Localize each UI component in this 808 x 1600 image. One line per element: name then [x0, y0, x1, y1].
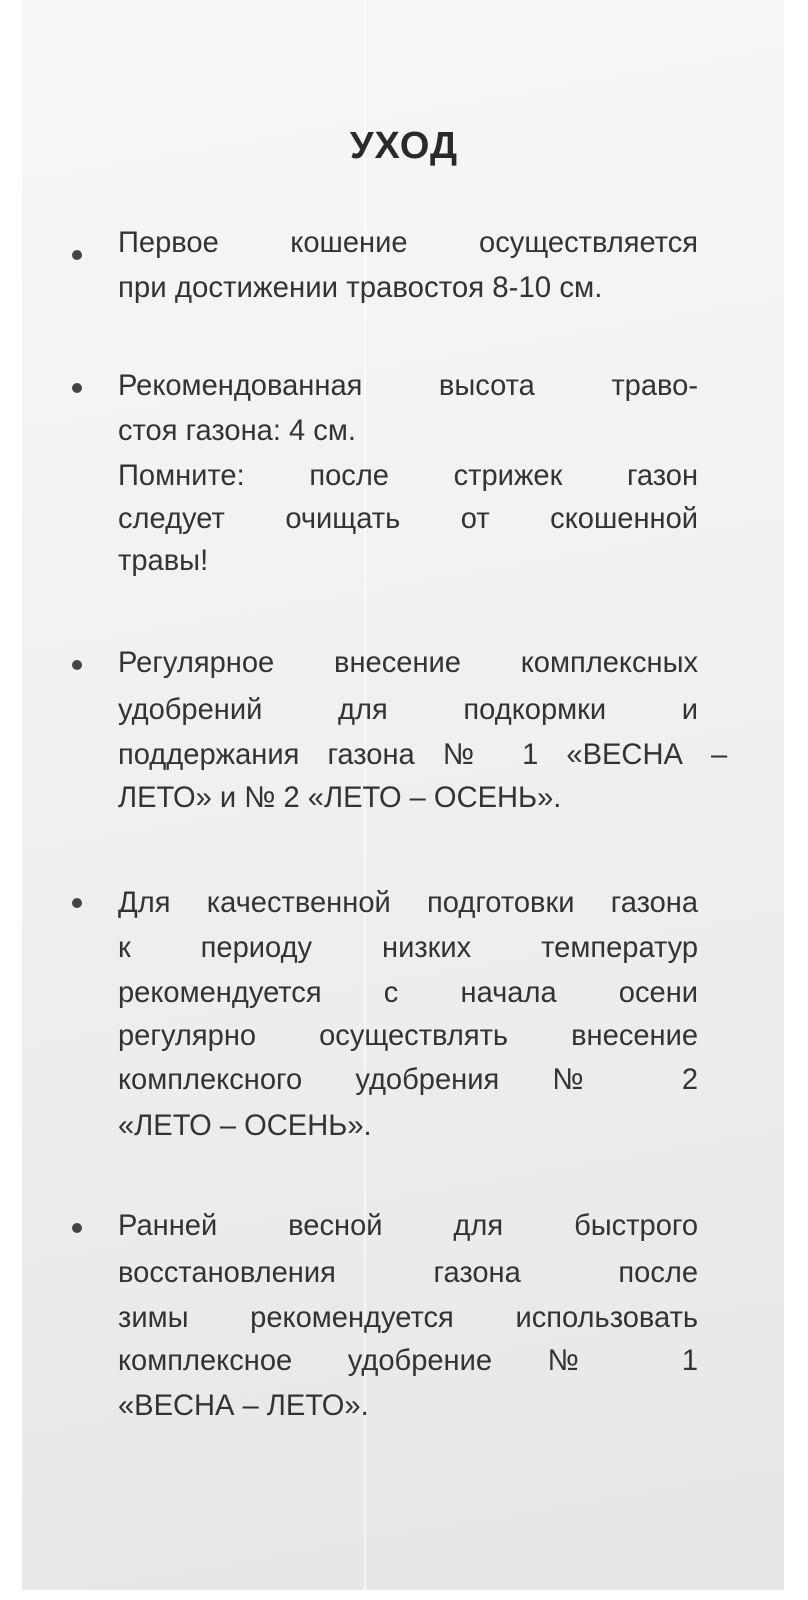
- list-item-line: зимы рекомендуется использовать: [118, 1301, 699, 1334]
- list-item-line: при достижении травостоя 8-10 см.: [118, 271, 603, 304]
- list-item-line: поддержания газона № 1 «ВЕСНА –: [118, 738, 728, 771]
- bullet-icon: [72, 1223, 82, 1233]
- list-item-line: следует очищать от скошенной: [118, 502, 699, 535]
- list-item-line: восстановления газона после: [118, 1256, 699, 1289]
- list-item-line: удобрений для подкормки и: [118, 693, 699, 726]
- list-item-line: стоя газона: 4 см.: [118, 414, 356, 447]
- list-item-line: травы!: [118, 544, 209, 577]
- list-item-line: комплексное удобрение № 1: [118, 1344, 699, 1377]
- list-item-line: Для качественной подготовки газона: [118, 886, 699, 919]
- bullet-icon: [72, 250, 82, 260]
- list-item-line: рекомендуется с начала осени: [118, 976, 699, 1009]
- bullet-icon: [72, 898, 82, 908]
- list-item-line: Первое кошение осуществляется: [118, 226, 699, 259]
- list-item-line: «ЛЕТО – ОСЕНЬ».: [118, 1109, 372, 1142]
- bullet-icon: [72, 383, 82, 393]
- list-item-line: Помните: после стрижек газон: [118, 459, 699, 492]
- list-item-line: Рекомендованная высота траво-: [118, 369, 699, 402]
- list-item-line: к периоду низких температур: [118, 931, 699, 964]
- bullet-icon: [72, 660, 82, 670]
- list-item-line: ЛЕТО» и № 2 «ЛЕТО – ОСЕНЬ».: [118, 781, 562, 814]
- list-item-line: Ранней весной для быстрого: [118, 1209, 699, 1242]
- list-item-line: комплексного удобрения № 2: [118, 1063, 699, 1096]
- list-item-line: «ВЕСНА – ЛЕТО».: [118, 1389, 369, 1422]
- list-item-line: Регулярное внесение комплексных: [118, 646, 699, 679]
- list-item-line: регулярно осуществлять внесение: [118, 1019, 699, 1052]
- page-title: УХОД: [349, 125, 459, 167]
